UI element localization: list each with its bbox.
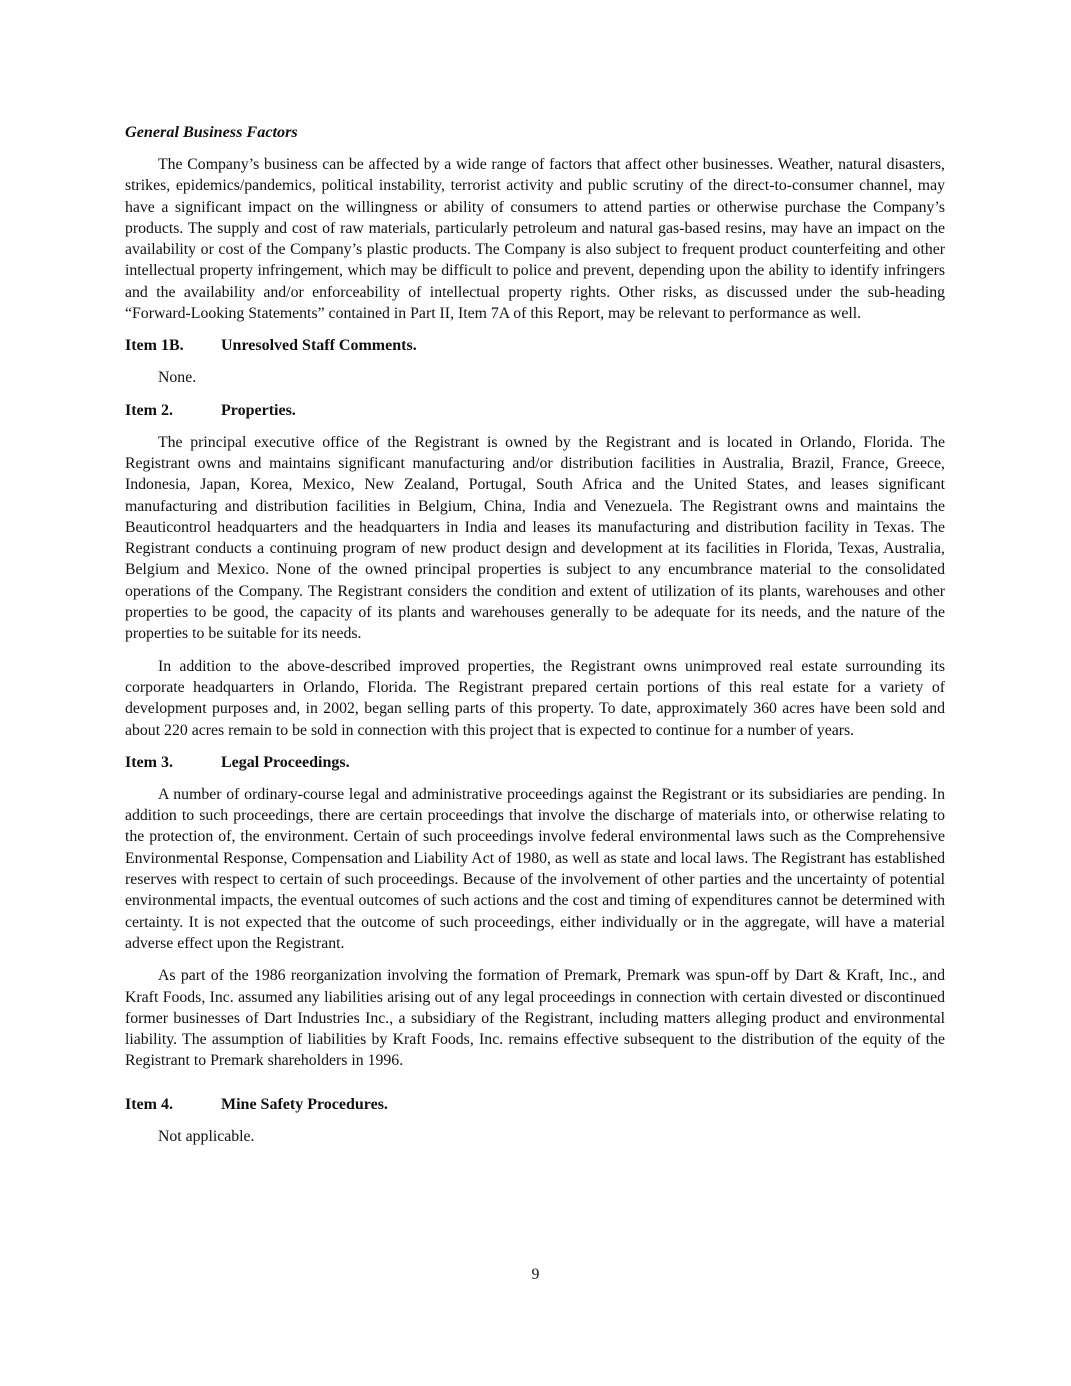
item-2-heading [125,400,945,421]
item-3-paragraph: A number of ordinary-course legal and administrative proceedings against the Registrant or its subsidiaries are pending. In addition to such proceedings, there are certain proceedings that involve the discharge of materials into, or otherwise relating to the protection of, the environment. Certain of such proceedings involve federal environmental laws such as the Comprehensive Environmental Response, Compensation and Liability Act of 1980, as well as state and local laws. The Registrant has established reserves with respect to certain of such proceedings. Because of the involvement of other parties and the uncertainty of potential environmental impacts, the eventual outcomes of such actions and the cost and timing of expenditures cannot be determined with certainty. It is not expected that the outcome of such proceedings, either individually or in the aggregate, will have a material adverse effect upon the Registrant. [125,785,945,952]
item-2-paragraph: The principal executive office of the Registrant is owned by the Registrant and is located in Orlando, Florida. The Registrant owns and maintains significant manufacturing and/or distribution facilities in Australia, Brazil, France, Greece, Indonesia, Japan, Korea, Mexico, New Zealand, Portugal, South Africa and the United States, and leases significant manufacturing and distribution facilities in Belgium, China, India and Venezuela. The Registrant owns and maintains the Beauticontrol headquarters and the headquarters in India and leases its manufacturing and distribution facility in Texas. The Registrant conducts a continuing program of new product design and development at its facilities in Florida, Texas, Australia, Belgium and Mexico. None of the owned principal properties is subject to any encumbrance material to the consolidated operations of the Company. The Registrant considers the condition and extent of utilization of its plants, warehouses and other properties to be good, the capacity of its plants and warehouses generally to be adequate for its needs, and the nature of the properties to be suitable for its needs. [125,433,945,643]
item-1b-number: Item 1B. [125,337,184,355]
item-1b-title: Unresolved Staff Comments. [221,337,417,355]
item-2-title: Properties. [221,401,296,419]
item-4-heading [125,1094,945,1115]
item-3-heading [125,752,945,773]
page-number: 9 [531,1266,540,1283]
item-3-number: Item 3. [125,753,173,771]
document-page [125,122,945,1158]
item-3-title: Legal Proceedings. [221,753,350,771]
item-2-paragraph: In addition to the above-described improved properties, the Registrant owns unimproved real estate surrounding its corporate headquarters in Orlando, Florida. The Registrant prepared certain portions of this real estate for a variety of development purposes and, in 2002, began selling parts of this property. To date, approximately 360 acres have been sold and about 220 acres remain to be sold in connection with this project that is expected to continue for a number of years. [125,657,945,739]
item-3-paragraph: As part of the 1986 reorganization involving the formation of Premark, Premark was spun-off by Dart & Kraft, Inc., and Kraft Foods, Inc. assumed any liabilities arising out of any legal proceedings in connection with certain divested or discontinued former businesses of Dart Industries Inc., a subsidiary of the Registrant, including matters alleging product and environmental liability. The assumption of liabilities by Kraft Foods, Inc. remains effective subsequent to the distribution of the equity of the Registrant to Premark shareholders in 1996. [125,967,945,1070]
general-business-factors-heading: General Business Factors [125,123,298,141]
general-business-factors-paragraph: The Company’s business can be affected by a wide range of factors that affect other businesses. Weather, natural disasters, strikes, epidemics/pandemics, political instability, terrorist activity and public scrutiny of the direct-to-consumer channel, may have a significant impact on the willingness or ability of consumers to attend parties or otherwise purchase the Company’s products. The supply and cost of raw materials, particularly petroleum and natural gas-based resins, may have an impact on the availability or cost of the Company’s plastic products. The Company is also subject to frequent product counterfeiting and other intellectual property infringement, which may be difficult to police and prevent, depending upon the ability to identify infringers and the availability and/or enforceability of intellectual property rights. Other risks, as discussed under the sub-heading “Forward-Looking Statements” contained in Part II, Item 7A of this Report, may be relevant to performance as well. [125,156,945,323]
item-4-title: Mine Safety Procedures. [221,1095,388,1113]
item-4-number: Item 4. [125,1095,173,1113]
item-2-number: Item 2. [125,401,173,419]
item-1b-text: None. [158,369,197,387]
item-1b-heading [125,335,945,356]
item-4-text: Not applicable. [158,1127,255,1145]
